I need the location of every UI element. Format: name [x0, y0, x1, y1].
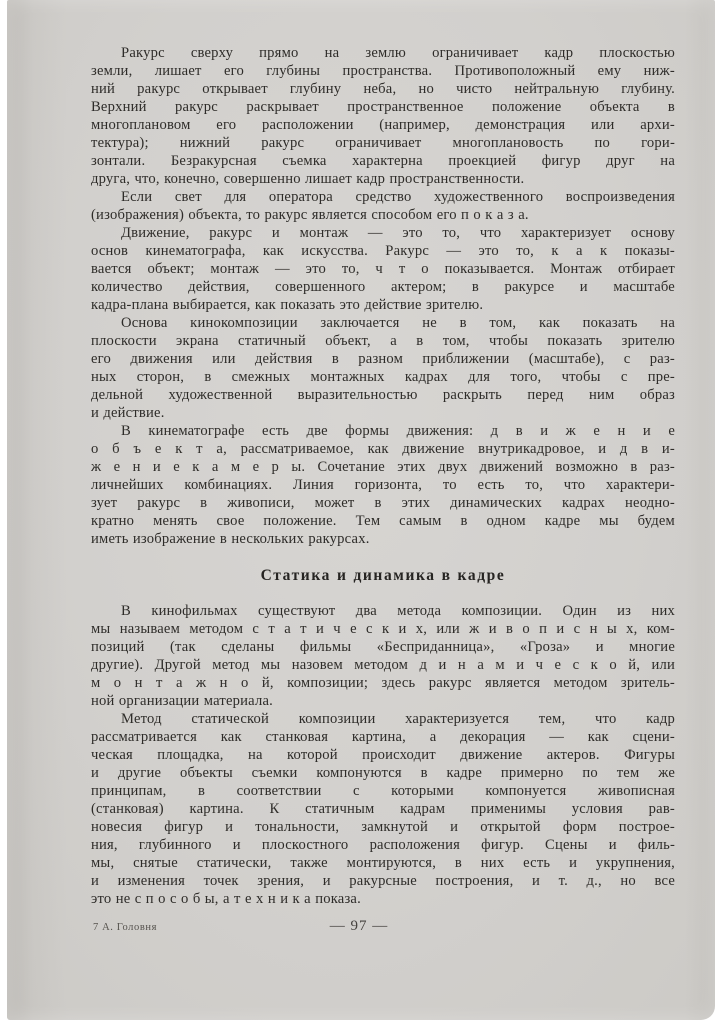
text-line: Основа кинокомпозиции заключается не в том, как показать на: [121, 315, 675, 331]
text-line: тектура); нижний ракурс ограничивает многоплановость по гори-: [91, 135, 675, 151]
text-line: мы, снятые статически, также монтируются, в них есть и укрупнения,: [91, 855, 675, 871]
text-line: принципам, в соответствии с которыми компонуется живописная: [91, 783, 675, 799]
text-column: [91, 44, 675, 938]
text-line: позиций (так сделаны фильмы «Бесприданница», «Гроза» и многие: [91, 639, 675, 655]
text-line: кадра-плана выбирается, как показать это действие зрителю.: [91, 297, 484, 313]
page-footer: [91, 918, 675, 938]
text-line: его движения или действия в разном приближении (масштабе), с раз-: [91, 351, 675, 367]
text-line: основ кинематографа, как искусства. Ракурс — это то, к а к показы-: [91, 243, 675, 259]
text-line: дельной художественной выразительностью раскрыть перед ним образ: [91, 387, 675, 403]
section-heading: Статика и динамика в кадре: [260, 567, 506, 584]
text-line: кратно менять свое положение. Тем самым в одном кадре мы будем: [91, 513, 675, 529]
text-line: (станковая) картина. К статичным кадрам применимы условия рав-: [91, 801, 675, 817]
text-line: зонтали. Безракурсная съемка характерна проекцией фигур друг на: [91, 153, 675, 169]
text-line: Метод статической композиции характеризуется тем, что кадр: [121, 711, 675, 727]
text-line: и другие объекты съемки компонуются в кадре примерно по тем же: [91, 765, 675, 781]
text-line: иметь изображение в нескольких ракурсах.: [91, 531, 370, 547]
text-line: ния, глубинного и плоскостного расположения фигур. Сцены и филь-: [91, 837, 675, 853]
text-line: В кинематографе есть две формы движения: д в и ж е н и е: [121, 423, 675, 439]
text-line: ной организации материала.: [91, 693, 273, 709]
text-line: вается объект; монтаж — это то, ч т о показывается. Монтаж отбирает: [91, 261, 675, 277]
page-number: — 97 —: [329, 918, 389, 934]
text-line: новесия фигур и тональности, замкнутой и открытой форм построе-: [91, 819, 675, 835]
text-line: м о н т а ж н о й, композиции; здесь ракурс является методом зритель-: [91, 675, 675, 691]
text-line: ж е н и е к а м е р ы. Сочетание этих двух движений возможно в раз-: [91, 459, 675, 475]
text-line: ний ракурс открывает глубину неба, но чисто нейтральную глубину.: [91, 81, 675, 97]
text-line: Если свет для оператора средство художественного воспроизведения: [121, 189, 675, 205]
text-line: личнейших комбинациях. Линия горизонта, то есть то, что характери-: [91, 477, 675, 493]
text-line: ческая площадка, на которой происходит движение актеров. Фигуры: [91, 747, 675, 763]
paper-background: [7, 0, 715, 1020]
text-line: (изображения) объекта, то ракурс является способом его п о к а з а.: [91, 207, 529, 223]
text-line: друга, что, конечно, совершенно лишает кадр пространственности.: [91, 171, 525, 187]
text-line: Ракурс сверху прямо на землю ограничивает кадр плоскостью: [121, 45, 675, 61]
text-line: о б ъ е к т а, рассматриваемое, как движение внутрикадровое, и д в и-: [91, 441, 675, 457]
text-line: земли, лишает его глубины пространства. Противоположный ему ниж-: [91, 63, 675, 79]
text-line: ных сторон, в смежных монтажных кадрах для того, чтобы с пре-: [91, 369, 675, 385]
body-text: [91, 44, 675, 908]
text-line: зует ракурс в живописи, может в этих динамических кадрах неодно-: [91, 495, 675, 511]
text-line: это не с п о с о б ы, а т е х н и к а показа.: [91, 891, 361, 907]
text-line: количество действия, совершенного актером; в ракурсе и масштабе: [91, 279, 675, 295]
text-line: другие). Другой метод мы назовем методом д и н а м и ч е с к о й, или: [91, 657, 675, 673]
text-line: мы называем методом с т а т и ч е с к и х, или ж и в о п и с н ы х, ком-: [91, 621, 675, 637]
text-line: В кинофильмах существуют два метода композиции. Один из них: [121, 603, 675, 619]
text-line: Движение, ракурс и монтаж — это то, что характеризует основу: [121, 225, 675, 241]
text-line: и изменения точек зрения, и ракурсные построения, и т. д., но все: [91, 873, 675, 889]
text-line: многоплановом его расположении (например, демонстрация или архи-: [91, 117, 675, 133]
author-signature: 7 А. Головня: [93, 922, 158, 933]
text-line: и действие.: [91, 405, 165, 421]
text-line: Верхний ракурс раскрывает пространственное положение объекта в: [91, 99, 675, 115]
text-line: плоскости экрана статичный объект, а в том, чтобы показать зрителю: [91, 333, 675, 349]
text-line: рассматривается как станковая картина, а декорация — как сцени-: [91, 729, 675, 745]
